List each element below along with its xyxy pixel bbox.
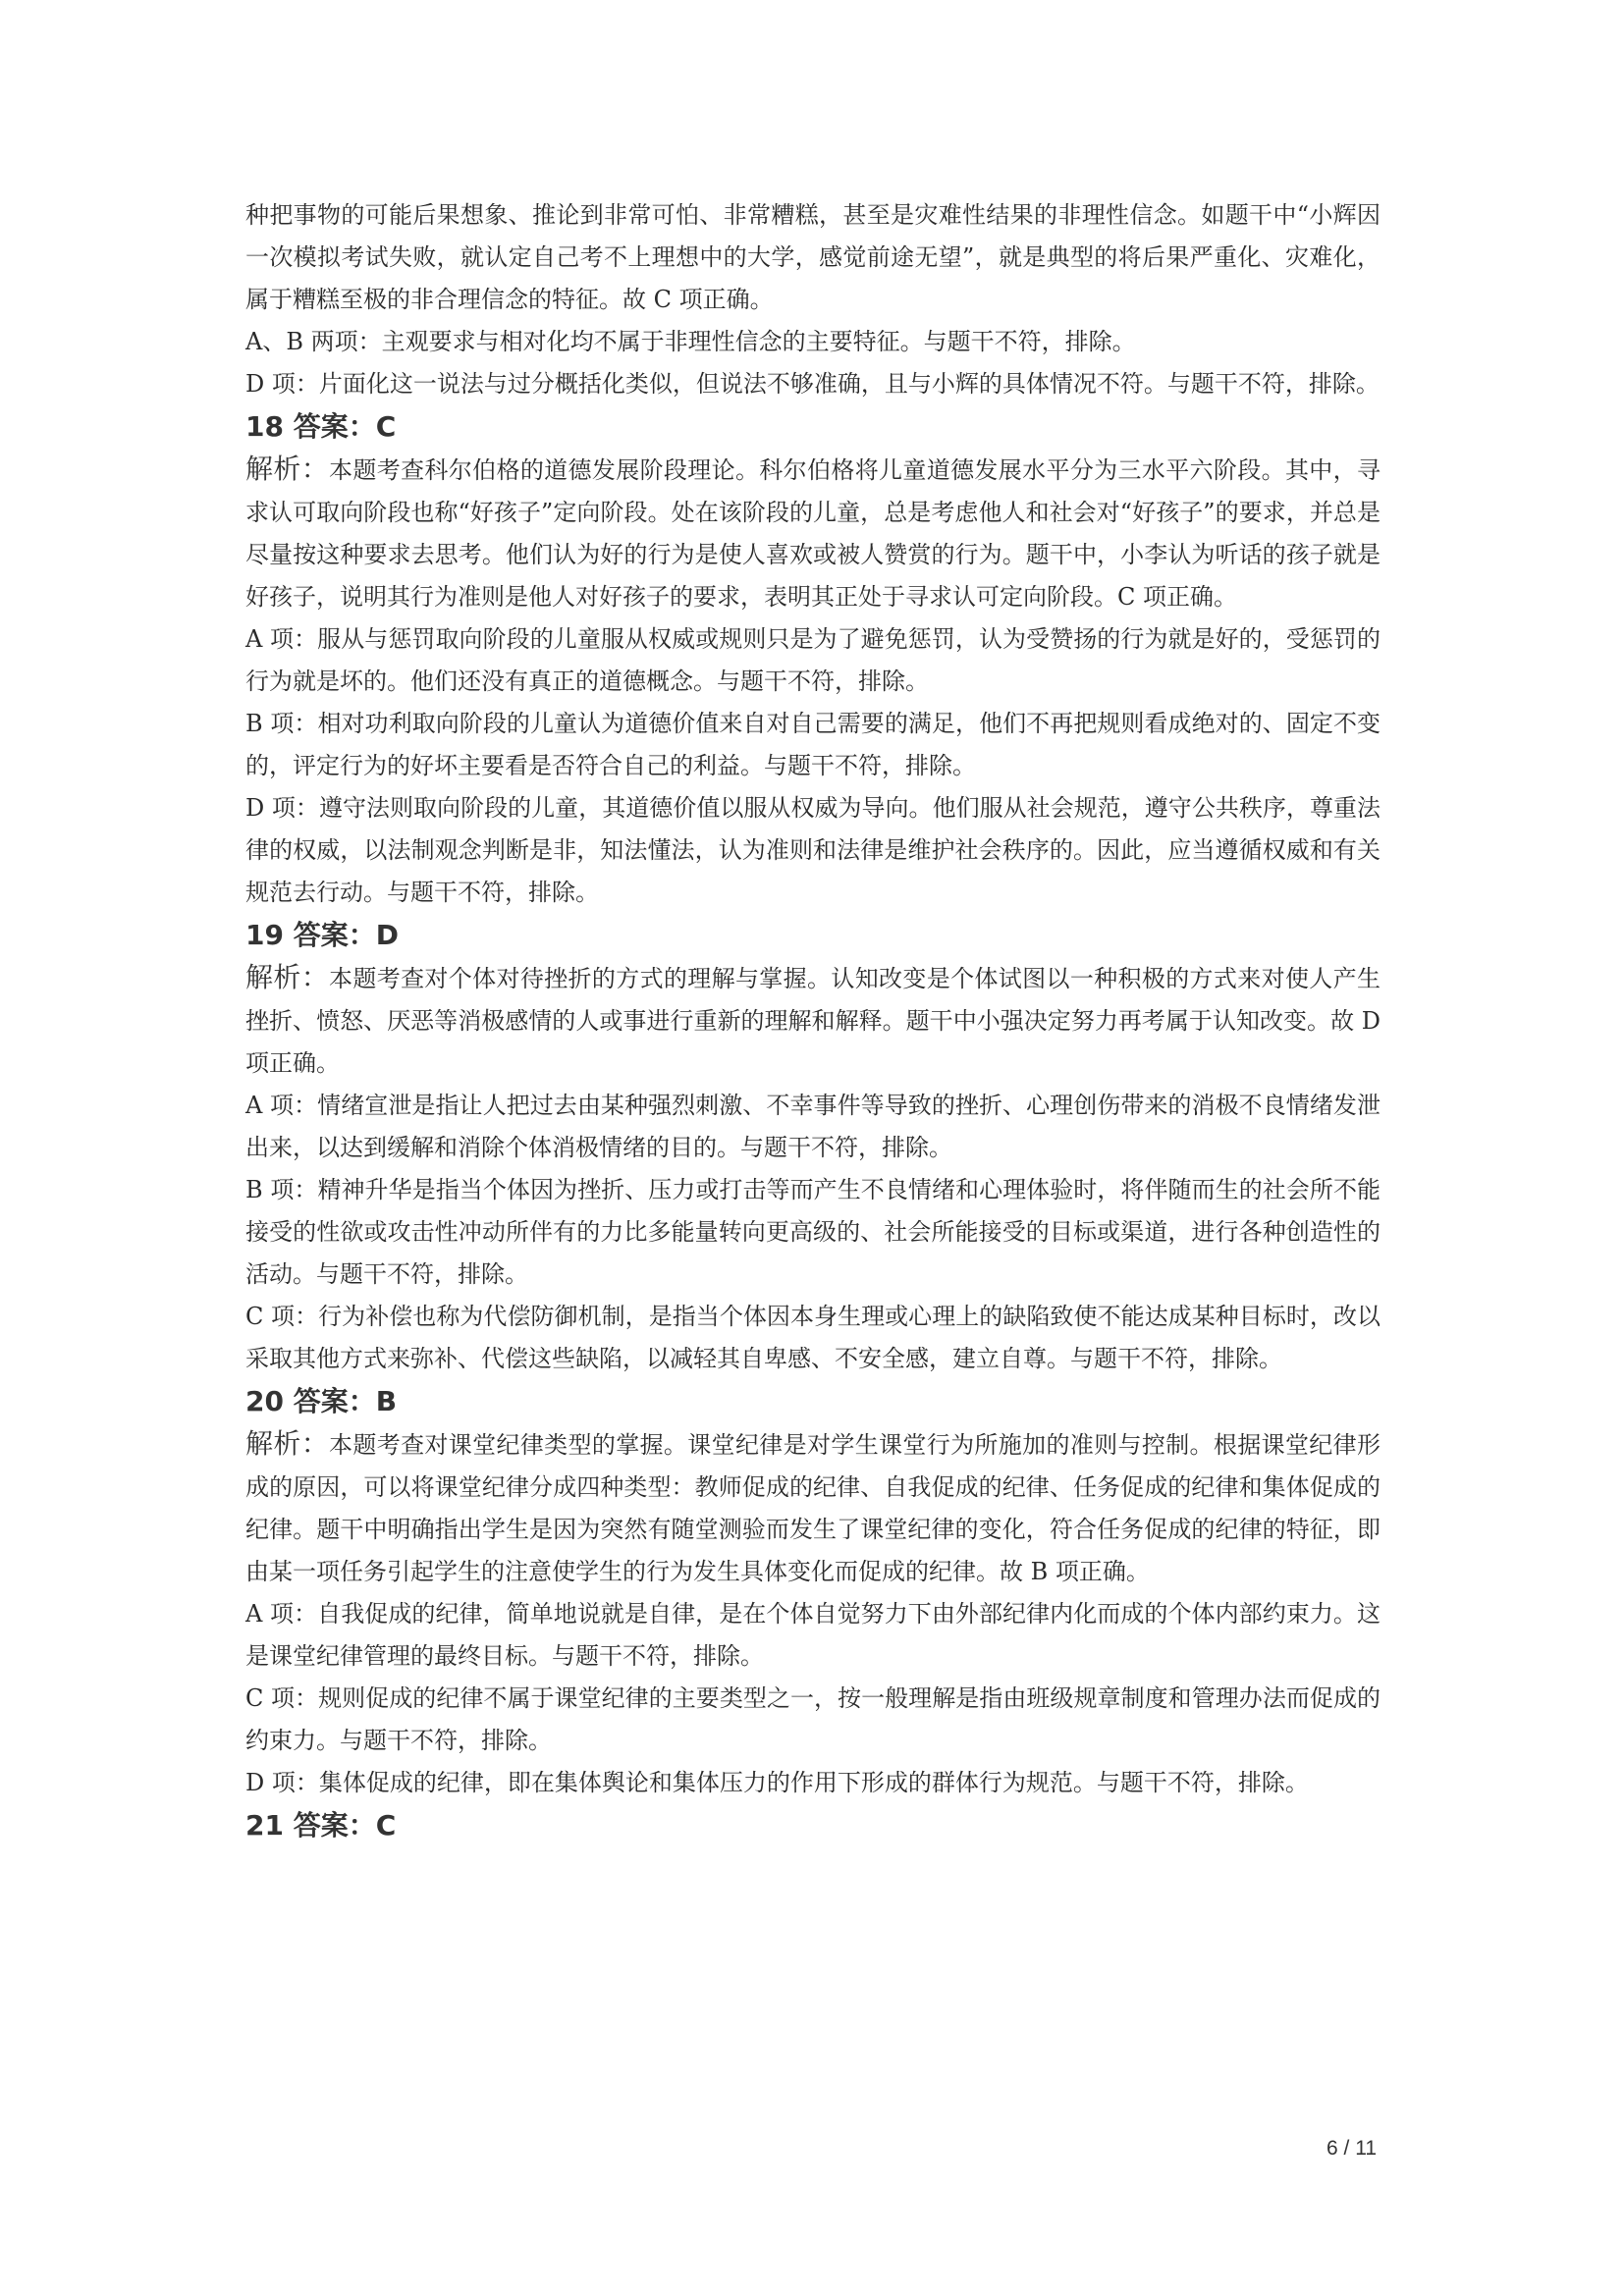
paragraph-text: A 项：自我促成的纪律，简单地说就是自律，是在个体自觉努力下由外部纪律内化而成的个体内部约束力。这是课堂纪律管理的最终目标。与题干不符，排除。 xyxy=(245,1600,1380,1670)
analysis-label: 解析： xyxy=(245,961,330,993)
document-body xyxy=(245,194,1380,1846)
paragraph xyxy=(245,1678,1380,1762)
answer-heading: 18 答案：C xyxy=(245,410,397,443)
paragraph-text: D 项：集体促成的纪律，即在集体舆论和集体压力的作用下形成的群体行为规范。与题干不符，排除。 xyxy=(245,1769,1309,1796)
paragraph xyxy=(245,1762,1380,1804)
paragraph-text: D 项：片面化这一说法与过分概括化类似，但说法不够准确，且与小辉的具体情况不符。与题干不符，排除。 xyxy=(245,370,1380,398)
paragraph xyxy=(245,363,1380,405)
paragraph-text: B 项：精神升华是指当个体因为挫折、压力或打击等而产生不良情绪和心理体验时，将伴随而生的社会所不能接受的性欲或攻击性冲动所伴有的力比多能量转向更高级的、社会所能接受的目标或渠道，进行各种创造性的活动。与题干不符，排除。 xyxy=(245,1176,1380,1288)
paragraph-text: A 项：情绪宣泄是指让人把过去由某种强烈刺激、不幸事件等导致的挫折、心理创伤带来的消极不良情绪发泄出来，以达到缓解和消除个体消极情绪的目的。与题干不符，排除。 xyxy=(245,1092,1380,1161)
paragraph-text: 种把事物的可能后果想象、推论到非常可怕、非常糟糕，甚至是灾难性结果的非理性信念。如题干中“小辉因一次模拟考试失败，就认定自己考不上理想中的大学，感觉前途无望”，就是典型的将后果严重化、灾难化，属于糟糕至极的非合理信念的特征。故 C 项正确。 xyxy=(245,201,1380,313)
paragraph xyxy=(245,1085,1380,1169)
paragraph xyxy=(245,1296,1380,1380)
analysis-label: 解析： xyxy=(245,453,330,485)
paragraph xyxy=(245,618,1380,703)
paragraph-text: D 项：遵守法则取向阶段的儿童，其道德价值以服从权威为导向。他们服从社会规范，遵守公共秩序，尊重法律的权威，以法制观念判断是非，知法懂法，认为准则和法律是维护社会秩序的。因此，应当遵循权威和有关规范去行动。与题干不符，排除。 xyxy=(245,794,1380,906)
paragraph-text: 本题考查对个体对待挫折的方式的理解与掌握。认知改变是个体试图以一种积极的方式来对使人产生挫折、愤怒、厌恶等消极感情的人或事进行重新的理解和解释。题干中小强决定努力再考属于认知改变。故 D 项正确。 xyxy=(245,965,1380,1077)
paragraph xyxy=(245,787,1380,914)
paragraph xyxy=(245,1593,1380,1678)
answer-heading: 21 答案：C xyxy=(245,1809,397,1842)
paragraph-text: 本题考查对课堂纪律类型的掌握。课堂纪律是对学生课堂行为所施加的准则与控制。根据课堂纪律形成的原因，可以将课堂纪律分成四种类型：教师促成的纪律、自我促成的纪律、任务促成的纪律和集体促成的纪律。题干中明确指出学生是因为突然有随堂测验而发生了课堂纪律的变化，符合任务促成的纪律的特征，即由某一项任务引起学生的注意使学生的行为发生具体变化而促成的纪律。故 B 项正确。 xyxy=(245,1431,1380,1585)
paragraph-text: C 项：规则促成的纪律不属于课堂纪律的主要类型之一，按一般理解是指由班级规章制度和管理办法而促成的约束力。与题干不符，排除。 xyxy=(245,1684,1380,1754)
paragraph xyxy=(245,703,1380,787)
answer-heading: 19 答案：D xyxy=(245,919,399,951)
paragraph-text: A 项：服从与惩罚取向阶段的儿童服从权威或规则只是为了避免惩罚，认为受赞扬的行为就是好的，受惩罚的行为就是坏的。他们还没有真正的道德概念。与题干不符，排除。 xyxy=(245,625,1380,695)
paragraph-text: 本题考查科尔伯格的道德发展阶段理论。科尔伯格将儿童道德发展水平分为三水平六阶段。其中，寻求认可取向阶段也称“好孩子”定向阶段。处在该阶段的儿童，总是考虑他人和社会对“好孩子”的要求，并总是尽量按这种要求去思考。他们认为好的行为是使人喜欢或被人赞赏的行为。题干中，小李认为听话的孩子就是好孩子，说明其行为准则是他人对好孩子的要求，表明其正处于寻求认可定向阶段。C 项正确。 xyxy=(245,456,1380,611)
analysis-label: 解析： xyxy=(245,1427,330,1460)
paragraph xyxy=(245,321,1380,363)
paragraph-text: C 项：行为补偿也称为代偿防御机制，是指当个体因本身生理或心理上的缺陷致使不能达成某种目标时，改以采取其他方式来弥补、代偿这些缺陷，以减轻其自卑感、不安全感，建立自尊。与题干不符，排除。 xyxy=(245,1303,1380,1372)
paragraph xyxy=(245,448,1380,618)
page-number: 6 / 11 xyxy=(1326,2137,1377,2160)
paragraph xyxy=(245,1169,1380,1296)
paragraph-text: B 项：相对功利取向阶段的儿童认为道德价值来自对自己需要的满足，他们不再把规则看成绝对的、固定不变的，评定行为的好坏主要看是否符合自己的利益。与题干不符，排除。 xyxy=(245,710,1380,779)
paragraph xyxy=(245,194,1380,321)
paragraph xyxy=(245,956,1380,1085)
paragraph xyxy=(245,1422,1380,1593)
paragraph-text: A、B 两项：主观要求与相对化均不属于非理性信念的主要特征。与题干不符，排除。 xyxy=(245,328,1136,355)
answer-heading: 20 答案：B xyxy=(245,1385,398,1417)
